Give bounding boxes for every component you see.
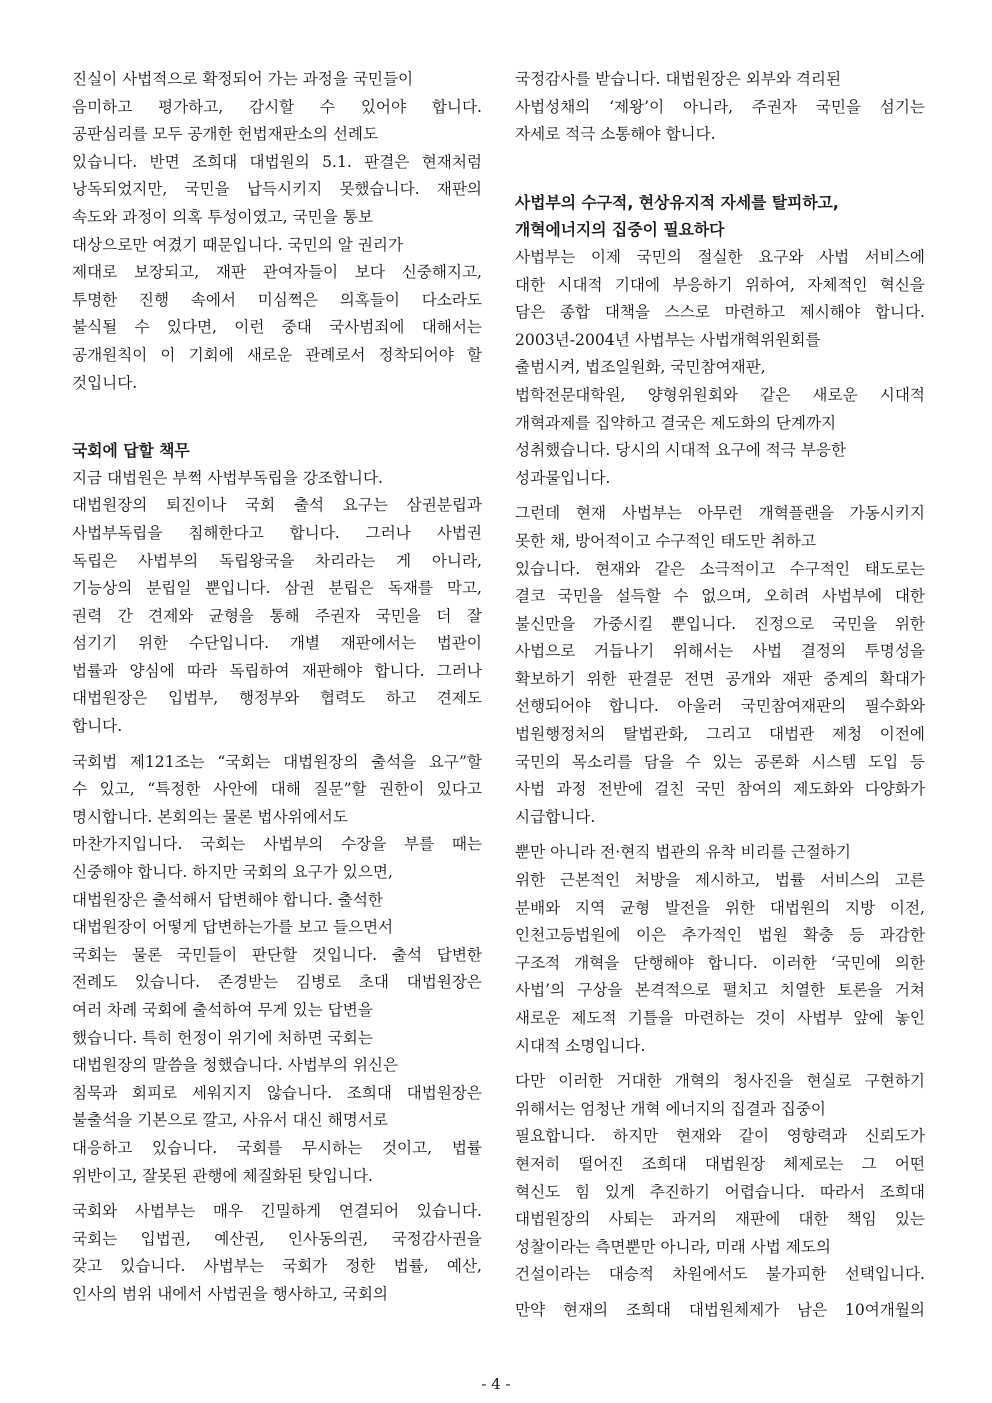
text-line: 사법’의 구상을 본격적으로 펼치고 치열한 토론을 거쳐	[515, 981, 925, 1000]
text-line: 섬기기 위한 수단입니다. 개별 재판에서는 법관이	[72, 634, 482, 653]
text-line: 시급합니다.	[515, 807, 596, 826]
text-line: 혁신도 힘 있게 추진하기 어렵습니다. 따라서 조희대	[515, 1182, 925, 1201]
text-line: 불식될 수 있다면, 이런 중대 국사범죄에 대해서는	[72, 318, 482, 337]
left-column	[72, 66, 482, 1309]
text-line: 그런데 현재 사법부는 아무런 개혁플랜을 가동시키지	[515, 504, 925, 523]
section-heading	[72, 437, 482, 465]
text-line: 사법부는 이제 국민의 절실한 요구와 사법 서비스에	[515, 247, 925, 266]
text-line: 대법원장은 출석해서 답변해야 합니다. 출석한	[72, 890, 383, 909]
text-line: 명시합니다. 본회의는 물론 법사위에서도	[72, 807, 348, 826]
section-heading	[515, 189, 925, 244]
text-line: 사법성채의 ‘제왕’이 아니라, 주권자 국민을 섬기는	[515, 97, 925, 116]
text-line: 담은 종합 대책을 스스로 마련하고 제시해야 합니다.	[515, 303, 925, 322]
text-line: 불신만을 가중시킬 뿐입니다. 진정으로 국민을 위한	[515, 614, 925, 633]
text-line: 국회는 물론 국민들이 판단할 것입니다. 출석 답변한	[72, 945, 482, 964]
text-line: 것입니다.	[72, 373, 138, 392]
text-line: 갖고 있습니다. 사법부는 국회가 정한 법률, 예산,	[72, 1257, 482, 1276]
text-line: 대법원장의 말씀을 청했습니다. 사법부의 위신은	[72, 1056, 399, 1075]
text-line: 시대적 소명입니다.	[515, 1036, 646, 1055]
text-line: 인사의 범위 내에서 사법권을 행사하고, 국회의	[72, 1284, 388, 1303]
heading-line: 국회에 답할 책무	[72, 441, 190, 461]
text-line: 성과물입니다.	[515, 468, 611, 487]
text-line: 권력 간 견제와 균형을 통해 주권자 국민을 더 잘	[72, 606, 482, 625]
text-line: 법원행정처의 탈법관화, 그리고 대법관 제청 이전에	[515, 725, 925, 744]
text-line: 독립은 사법부의 독립왕국을 차리라는 게 아니라,	[72, 551, 482, 570]
text-line: 법률과 양심에 따라 독립하여 재판해야 합니다. 그러나	[72, 661, 482, 680]
text-line: 위반이고, 잘못된 관행에 체질화된 탓입니다.	[72, 1166, 373, 1185]
text-line: 낭독되었지만, 국민을 납득시키지 못했습니다. 재판의	[72, 180, 482, 199]
text-line: 신중해야 합니다. 하지만 국회의 요구가 있으면,	[72, 863, 393, 882]
text-line: 국정감사를 받습니다. 대법원장은 외부와 격리된	[515, 70, 842, 88]
text-line: 분배와 지역 균형 발전을 위한 대법원의 지방 이전,	[515, 898, 925, 917]
text-line: 수 있고, “특정한 사안에 대해 질문”할 권한이 있다고	[72, 780, 482, 799]
text-line: 전례도 있습니다. 존경받는 김병로 초대 대법원장은	[72, 973, 482, 992]
text-line: 사법으로 거듭나기 위해서는 사법 결정의 투명성을	[515, 642, 925, 661]
text-line: 국회법 제121조는 “국회는 대법원장의 출석을 요구”할	[72, 752, 482, 771]
text-line: 성찰이라는 측면뿐만 아니라, 미래 사법 제도의	[515, 1237, 831, 1256]
paragraph	[72, 66, 482, 397]
text-line: 결코 국민을 설득할 수 없으며, 오히려 사법부에 대한	[515, 587, 925, 606]
text-line: 공판심리를 모두 공개한 헌법재판소의 선례도	[72, 125, 379, 144]
text-line: 사법부의 수구적, 현상유지적 자세를 탈피하고,	[515, 192, 839, 212]
text-line: 자세로 적극 소통해야 합니다.	[515, 125, 716, 144]
text-line: 제대로 보장되고, 재판 관여자들이 보다 신중해지고,	[72, 263, 482, 282]
text-line: 침묵과 회피로 세워지지 않습니다. 조희대 대법원장은	[72, 1083, 482, 1102]
text-line: 현저히 떨어진 조희대 대법원장 체제로는 그 어떤	[515, 1154, 925, 1173]
text-line: 국회와 사법부는 매우 긴밀하게 연결되어 있습니다.	[72, 1202, 482, 1221]
text-line: 대법원장이 어떻게 답변하는가를 보고 들으면서	[72, 918, 394, 937]
paragraph	[515, 500, 925, 831]
text-line: 있습니다. 현재와 같은 소극적이고 수구적인 태도로는	[515, 559, 925, 578]
text-line: 공개원칙이 이 기회에 새로운 관례로서 정착되어야 할	[72, 345, 482, 364]
text-line: 진실이 사법적으로 확정되어 가는 과정을 국민들이	[72, 70, 414, 88]
text-line: 인천고등법원에 이은 추가적인 법원 확충 등 과감한	[515, 926, 925, 945]
text-line: 대법원장의 사퇴는 과거의 재판에 대한 책임 있는	[515, 1210, 925, 1229]
text-line: 합니다.	[72, 717, 123, 736]
text-line: 못한 채, 방어적이고 수구적인 태도만 취하고	[515, 531, 816, 550]
text-line: 만약 현재의 조희대 대법원체제가 남은 10여개월의	[515, 1300, 925, 1319]
text-line: 여러 차례 국회에 출석하여 무게 있는 답변을	[72, 1001, 373, 1019]
text-line: 마찬가지입니다. 국회는 사법부의 수장을 부를 때는	[72, 835, 482, 854]
text-line: 음미하고 평가하고, 감시할 수 있어야 합니다.	[72, 97, 482, 116]
text-line: 대한 시대적 기대에 부응하기 위하여, 자체적인 혁신을	[515, 275, 925, 294]
text-line: 대법원장의 퇴진이나 국회 출석 요구는 삼권분립과	[72, 496, 482, 515]
text-line: 건설이라는 대승적 차원에서도 불가피한 선택입니다.	[515, 1265, 925, 1284]
text-line: 대상으로만 여겼기 때문입니다. 국민의 알 권리가	[72, 235, 404, 254]
text-line: 속도와 과정이 의혹 투성이였고, 국민을 통보	[72, 207, 373, 226]
text-line: 2003년-2004년 사법부는 사법개혁위원회를	[515, 330, 821, 349]
text-line: 기능상의 분립일 뿐입니다. 삼권 분립은 독재를 막고,	[72, 579, 482, 598]
text-line: 새로운 제도적 기틀을 마련하는 것이 사법부 앞에 놓인	[515, 1009, 925, 1027]
paragraph	[72, 465, 482, 741]
text-line: 출범시켜, 법조일원화, 국민참여재판,	[515, 358, 766, 377]
text-line: 필요합니다. 하지만 현재와 같이 영향력과 신뢰도가	[515, 1127, 925, 1146]
text-line: 구조적 개혁을 단행해야 합니다. 이러한 ‘국민에 의한	[515, 953, 925, 972]
text-line: 했습니다. 특히 헌정이 위기에 처하면 국회는	[72, 1028, 373, 1047]
text-line: 위해서는 엄청난 개혁 에너지의 집결과 집중이	[515, 1099, 826, 1118]
text-line: 선행되어야 합니다. 아울러 국민참여재판의 필수화와	[515, 697, 925, 716]
text-line: 개혁과제를 집약하고 결국은 제도화의 단계까지	[515, 413, 837, 432]
paragraph	[515, 1068, 925, 1289]
text-line: 사법 과정 전반에 걸친 국민 참여의 제도화와 다양화가	[515, 780, 925, 799]
text-line: 국민의 목소리를 담을 수 있는 공론화 시스템 도입 등	[515, 752, 925, 771]
right-column	[515, 66, 925, 1325]
text-line: 법학전문대학원, 양형위원회와 같은 새로운 시대적	[515, 385, 925, 404]
text-line: 불출석을 기본으로 깔고, 사유서 대신 해명서로	[72, 1111, 388, 1130]
paragraph	[515, 839, 925, 1060]
text-line: 있습니다. 반면 조희대 대법원의 5.1. 판결은 현재처럼	[72, 152, 482, 171]
text-line: 확보하기 위한 판결문 전면 공개와 재판 중계의 확대가	[515, 669, 925, 688]
paragraph	[515, 244, 925, 492]
paragraph	[515, 66, 925, 149]
text-line: 사법부독립을 침해한다고 합니다. 그러나 사법권	[72, 523, 482, 542]
paragraph	[72, 1198, 482, 1308]
page-number: - 4 -	[481, 1375, 511, 1393]
text-line: 지금 대법원은 부쩍 사법부독립을 강조합니다.	[72, 468, 383, 487]
text-line: 개혁에너지의 집중이 필요하다	[515, 220, 725, 240]
text-line: 위한 근본적인 처방을 제시하고, 법률 서비스의 고른	[515, 871, 925, 890]
text-line: 투명한 진행 속에서 미심쩍은 의혹들이 다소라도	[72, 290, 482, 309]
paragraph	[72, 749, 482, 1191]
text-line: 국회는 입법권, 예산권, 인사동의권, 국정감사권을	[72, 1229, 482, 1248]
text-line: 대법원장은 입법부, 행정부와 협력도 하고 견제도	[72, 689, 482, 708]
text-line: 대응하고 있습니다. 국회를 무시하는 것이고, 법률	[72, 1138, 482, 1157]
text-line: 다만 이러한 거대한 개혁의 청사진을 현실로 구현하기	[515, 1072, 925, 1091]
text-line: 성취했습니다. 당시의 시대적 요구에 적극 부응한	[515, 441, 847, 460]
text-line: 뿐만 아니라 전·현직 법관의 유착 비리를 근절하기	[515, 843, 851, 862]
paragraph	[515, 1297, 925, 1325]
